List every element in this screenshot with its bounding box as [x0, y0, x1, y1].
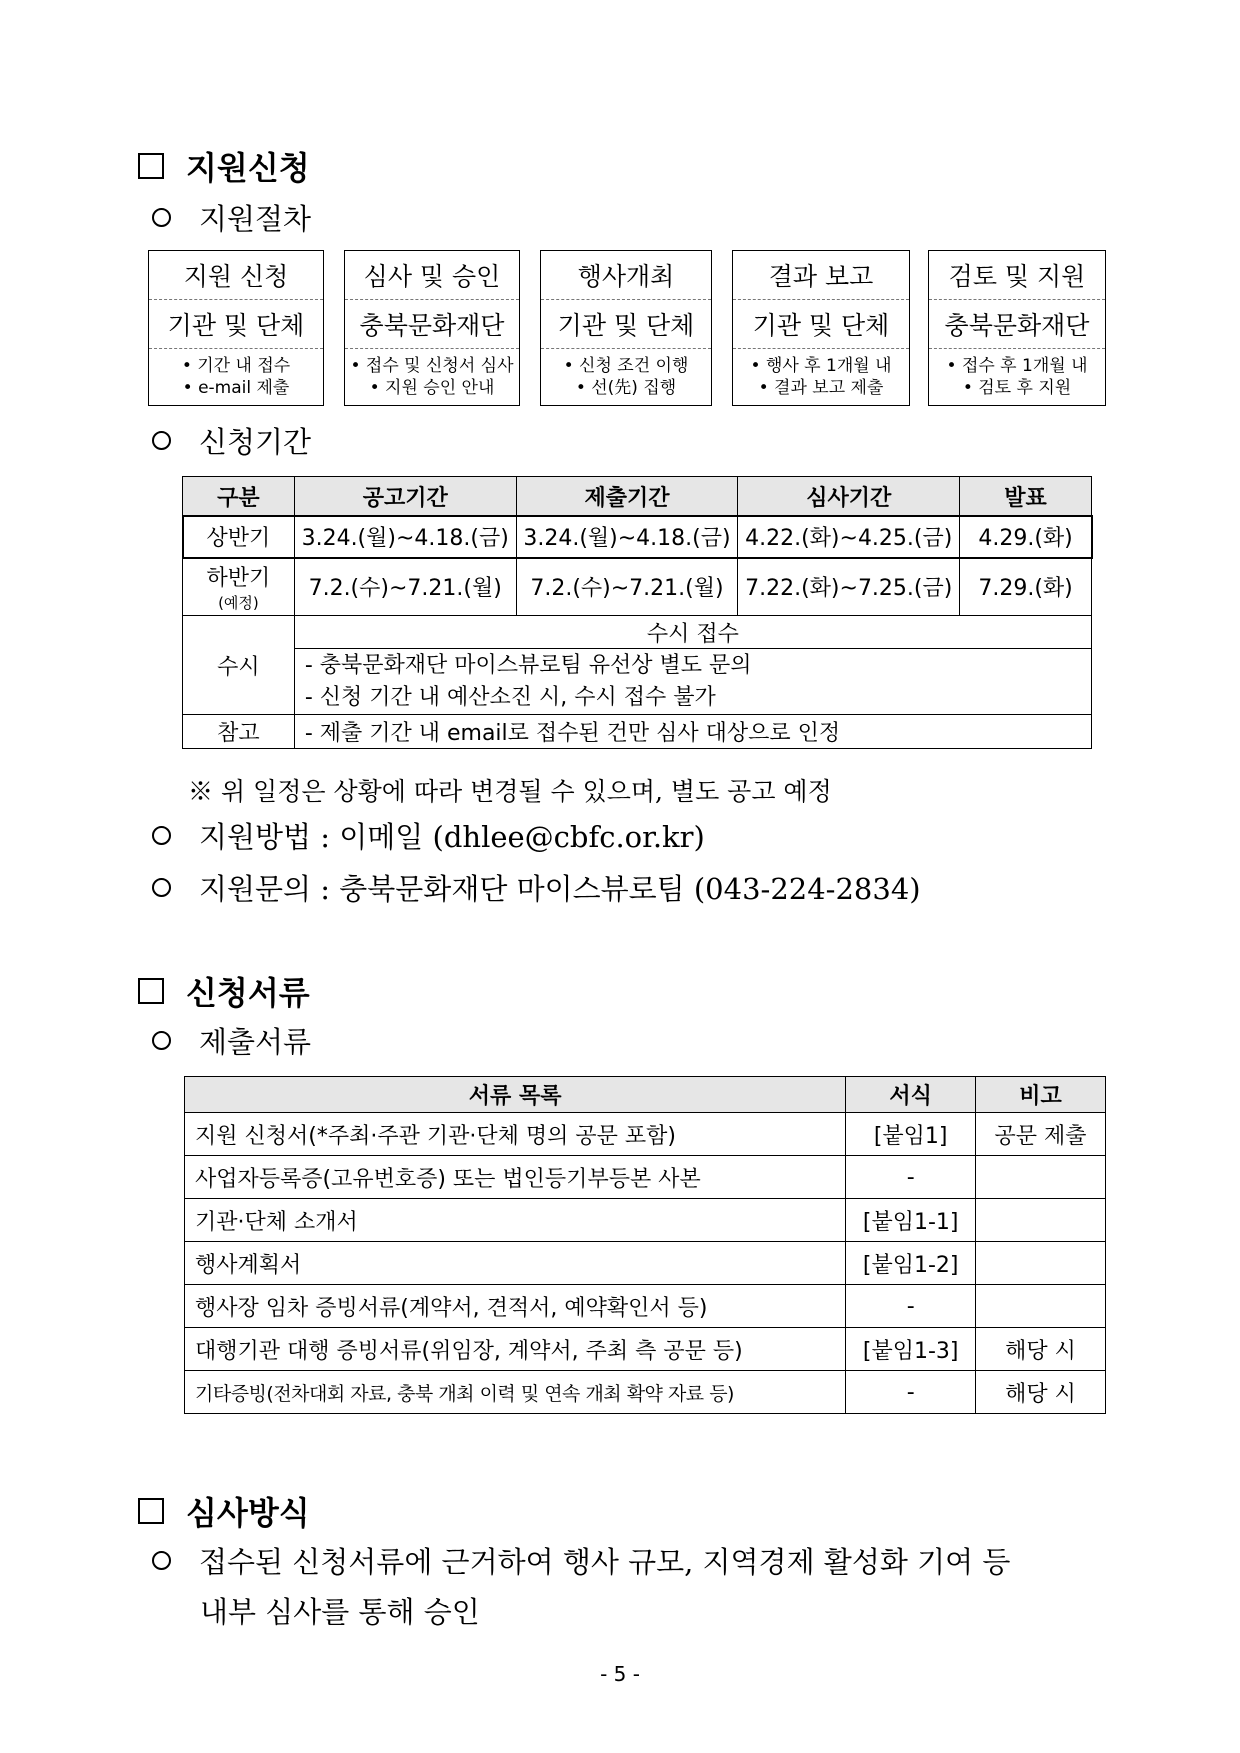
step-title: 지원 신청: [149, 251, 323, 300]
circle-bullet-icon: [152, 826, 171, 845]
schedule-note: ※ 위 일정은 상황에 따라 변경될 수 있으며, 별도 공고 예정: [188, 777, 832, 806]
table-row: 참고 - 제출 기간 내 email로 접수된 건만 심사 대상으로 인정: [183, 715, 1092, 749]
bullet-review: 접수된 신청서류에 근거하여 행사 규모, 지역경제 활성화 기여 등: [152, 1540, 1010, 1581]
step-title: 심사 및 승인: [345, 251, 519, 300]
circle-bullet-icon: [152, 878, 171, 897]
table-row: - 충북문화재단 마이스뷰로팀 유선상 별도 문의 - 신청 기간 내 예산소진 시, 수시 접수 불가: [183, 649, 1092, 715]
table-row: 기타증빙(전차대회 자료, 충북 개최 이력 및 연속 개최 확약 자료 등) - 해당 시: [185, 1371, 1106, 1414]
step-desc: • 신청 조건 이행: [541, 355, 711, 377]
step-desc: • 지원 승인 안내: [345, 377, 519, 399]
step-title: 결과 보고: [733, 251, 909, 300]
bullet-inquiry: 지원문의 : 충북문화재단 마이스뷰로팀 (043-224-2834): [152, 867, 921, 908]
table-header: 서류 목록: [185, 1077, 846, 1113]
step-desc: • 검토 후 지원: [929, 377, 1105, 399]
section-title-application: 지원신청: [138, 143, 310, 189]
table-row: 상반기 3.24.(월)~4.18.(금) 3.24.(월)~4.18.(금) 4.22.(화)~4.25.(금) 4.29.(화): [183, 516, 1092, 558]
step-card: [148, 250, 324, 406]
table-header: 비고: [976, 1077, 1106, 1113]
review-line2: 내부 심사를 통해 승인: [200, 1595, 480, 1629]
table-row: 수시 수시 접수: [183, 616, 1092, 649]
table-row: 지원 신청서(*주최·주관 기관·단체 명의 공문 포함) [붙임1] 공문 제출: [185, 1113, 1106, 1156]
step-desc: • 선(先) 집행: [541, 377, 711, 399]
circle-bullet-icon: [152, 1551, 171, 1570]
step-org: 기관 및 단체: [149, 300, 323, 349]
step-org: 충북문화재단: [345, 300, 519, 349]
square-icon: [138, 153, 164, 179]
table-row: 하반기 (예정) 7.2.(수)~7.21.(월) 7.2.(수)~7.21.(월) 7.22.(화)~7.25.(금) 7.29.(화): [183, 558, 1092, 616]
step-card: [344, 250, 520, 406]
step-desc: • 접수 후 1개월 내: [929, 355, 1105, 377]
step-card: [928, 250, 1106, 406]
table-row: 행사장 임차 증빙서류(계약서, 견적서, 예약확인서 등) -: [185, 1285, 1106, 1328]
bullet-procedure: 지원절차: [152, 197, 311, 238]
table-header: 구분: [183, 477, 295, 516]
section-title-documents: 신청서류: [138, 968, 310, 1014]
step-title: 검토 및 지원: [929, 251, 1105, 300]
table-row: 사업자등록증(고유번호증) 또는 법인등기부등본 사본 -: [185, 1156, 1106, 1199]
circle-bullet-icon: [152, 208, 171, 227]
table-row: 기관·단체 소개서 [붙임1-1]: [185, 1199, 1106, 1242]
step-org: 기관 및 단체: [733, 300, 909, 349]
bullet-docs: 제출서류: [152, 1020, 311, 1061]
step-desc: • e-mail 제출: [149, 377, 323, 399]
period-table: [182, 476, 1092, 749]
step-card: [732, 250, 910, 406]
step-org: 기관 및 단체: [541, 300, 711, 349]
step-desc: • 접수 및 신청서 심사: [345, 355, 519, 377]
step-card: [540, 250, 712, 406]
step-desc: • 행사 후 1개월 내: [733, 355, 909, 377]
circle-bullet-icon: [152, 431, 171, 450]
table-header: 발표: [960, 477, 1092, 516]
table-header: 제출기간: [516, 477, 738, 516]
page-number: - 5 -: [600, 1662, 640, 1686]
table-header: 공고기간: [294, 477, 516, 516]
bullet-method: 지원방법 : 이메일 (dhlee@cbfc.or.kr): [152, 815, 705, 856]
square-icon: [138, 1498, 164, 1524]
table-header: 서식: [846, 1077, 976, 1113]
documents-table: [184, 1076, 1106, 1414]
step-org: 충북문화재단: [929, 300, 1105, 349]
section-title-review: 심사방식: [138, 1488, 310, 1534]
table-row: 대행기관 대행 증빙서류(위임장, 계약서, 주최 측 공문 등) [붙임1-3] 해당 시: [185, 1328, 1106, 1371]
step-desc: • 결과 보고 제출: [733, 377, 909, 399]
table-header: 심사기간: [738, 477, 960, 516]
step-desc: • 기간 내 접수: [149, 355, 323, 377]
table-row: 행사계획서 [붙임1-2]: [185, 1242, 1106, 1285]
step-title: 행사개최: [541, 251, 711, 300]
bullet-period: 신청기간: [152, 420, 311, 461]
circle-bullet-icon: [152, 1031, 171, 1050]
square-icon: [138, 978, 164, 1004]
